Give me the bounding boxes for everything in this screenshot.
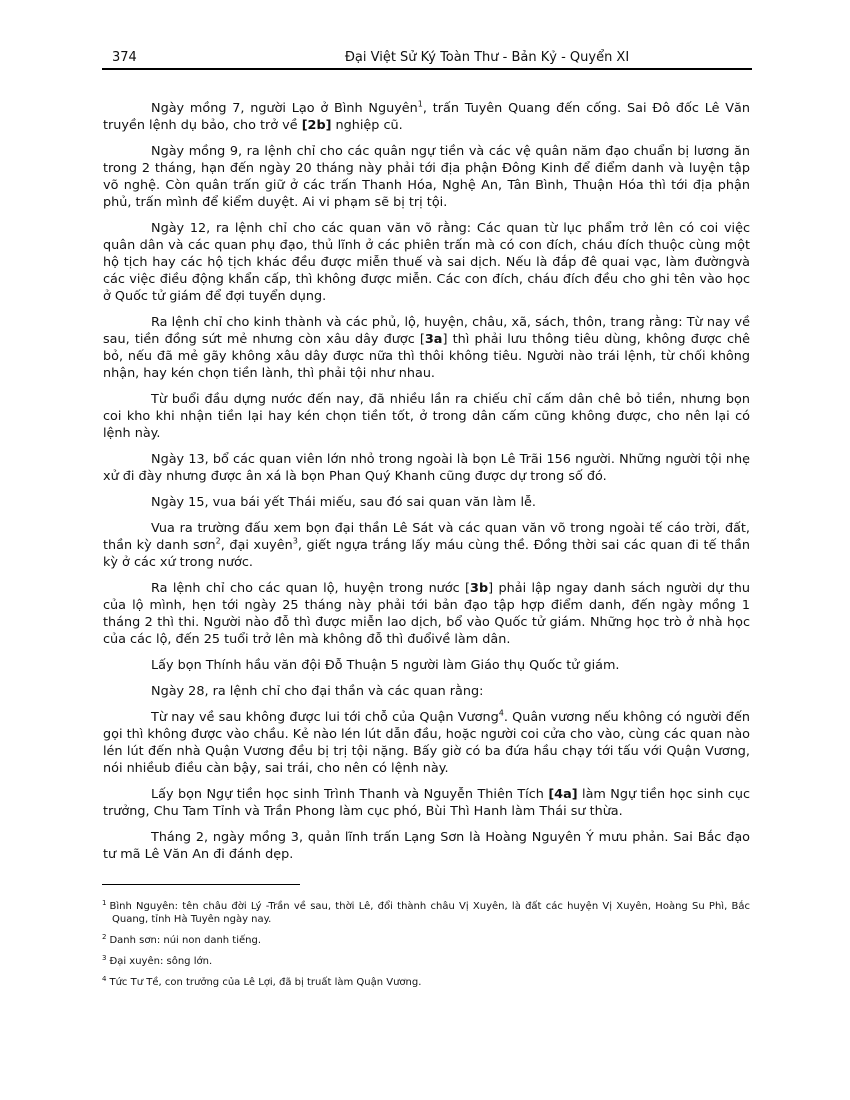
footnote — [102, 934, 750, 947]
footnote-text: Bình Nguyên: tên châu đời Lý -Trần về sau, thời Lê, đổi thành châu Vị Xuyên, là đất các huyện Vị Xuyên, Hoàng Su Phì, Bắc Quang, tỉnh Hà Tuyên ngày nay. — [109, 901, 750, 925]
paragraph: Ngày 12, ra lệnh chỉ cho các quan văn võ rằng: Các quan từ lục phẩm trở lên có coi việc quân dân và các quan phụ đạo, thủ lĩnh ở các phiên trấn mà có con đích, cháu đích thuộc cùng một hộ tịch hay các hộ tịch khác đều được miễn thuế và sai dịch. Nếu là đắp đê quai vạc, làm đườngvà các việc điều động khẩn cấp, thì không được miễn. Các con đích, cháu đích đều cho ghi tên vào học ở Quốc tử giám để đợi tuyển dụng. — [103, 221, 750, 304]
page-number: 374 — [112, 50, 137, 65]
footnote-text: Đại xuyên: sông lớn. — [109, 956, 213, 967]
paragraph: Ngày 15, vua bái yết Thái miếu, sau đó sai quan văn làm lễ. — [151, 495, 536, 510]
footnote-ref: 3 — [292, 536, 298, 546]
paragraph: Ra lệnh chỉ cho kinh thành và các phủ, lộ, huyện, châu, xã, sách, thôn, trang rằng: Từ nay về sau, tiền đồng sứt mẻ nhưng còn xâu dây được [3a] thì phải lưu thông tiêu dùng, không được chê bỏ, nếu đã mẻ gãy không xâu dây được nữa thì thôi không tiêu. Người nào trái lệnh, từ chối không nhận, hay kén chọn tiền lành, thì phải tội như nhau. — [103, 315, 750, 381]
footnote — [102, 900, 750, 926]
footnote-ref: 1 — [417, 99, 423, 109]
paragraph: Ra lệnh chỉ cho các quan lộ, huyện trong nước [3b] phải lập ngay danh sách người dự thu của lộ mình, hẹn tới ngày 25 tháng này phải tới bản đạo tập hợp điểm danh, đến ngày mồng 1 tháng 2 thì thi. Người nào đỗ thì được miễn lao dịch, bổ vào Quốc tử giám. Những học trò ở nhà học của các lộ, đến 25 tuổi trở lên mà không đỗ thì đuổivề làm dân. — [103, 581, 750, 647]
footnote-ref: 4 — [498, 708, 504, 718]
footnote-rule — [102, 884, 300, 885]
footnote-number: 1 — [102, 898, 107, 907]
page-marker: [4a] — [548, 787, 578, 802]
header-rule — [102, 68, 752, 70]
paragraph: Ngày mồng 7, người Lạo ở Bình Nguyên$^1$, trấn Tuyên Quang đến cống. Sai Đô đốc Lê Văn truyền lệnh dụ bảo, cho trở về [2b] nghiệp cũ. — [103, 99, 750, 133]
footnote — [102, 976, 750, 989]
paragraph: Từ nay về sau không được lui tới chỗ của Quận Vương$^4$. Quân vương nếu không có người đến gọi thì không được vào chầu. Kẻ nào lén lút dẫn đầu, hoặc người coi cửa cho vào, cùng các quan nào lén lút đến nhà Quận Vương đều bị trị tội nặng. Bấy giờ có ba đứa hầu chạy tới tấu với Quận Vương, nói nhiềub điều càn bậy, sai trái, cho nên có lệnh này. — [103, 708, 750, 776]
paragraph: Ngày mồng 9, ra lệnh chỉ cho các quân ngự tiền và các vệ quân năm đạo chuẩn bị lương ăn trong 2 tháng, hạn đến ngày 20 tháng này phải tới địa phận Đông Kinh để điểm danh và luyện tập võ nghệ. Còn quân trấn giữ ở các trấn Thanh Hóa, Nghệ An, Tân Bình, Thuận Hóa thì tới địa phận phủ, trấn mình để kiểm duyệt. Ai vi phạm sẽ bị trị tội. — [103, 144, 750, 210]
paragraph: Lấy bọn Thính hầu văn đội Đỗ Thuận 5 người làm Giáo thụ Quốc tử giám. — [151, 658, 620, 673]
paragraph: Từ buổi đầu dựng nước đến nay, đã nhiều lần ra chiếu chỉ cấm dân chê bỏ tiền, nhưng bọn coi kho khi nhận tiền lại hay kén chọn tiền tốt, ở trong dân cấm cũng không được, cho nên lại có lệnh này. — [103, 392, 750, 441]
footnote-number: 2 — [102, 932, 107, 941]
footnote-number: 4 — [102, 974, 107, 983]
footnote-text: Tức Tư Tề, con trưởng của Lê Lợi, đã bị truất làm Quận Vương. — [109, 977, 422, 988]
paragraph: Tháng 2, ngày mồng 3, quản lĩnh trấn Lạng Sơn là Hoàng Nguyên Ý mưu phản. Sai Bắc đạo tư mã Lê Văn An đi đánh dẹp. — [103, 830, 750, 862]
page-marker: 3a — [424, 332, 443, 347]
running-title: Đại Việt Sử Ký Toàn Thư - Bản Kỷ - Quyển XI — [344, 50, 630, 65]
paragraph: Lấy bọn Ngự tiền học sinh Trình Thanh và Nguyễn Thiên Tích [4a] làm Ngự tiền học sinh cục trưởng, Chu Tam Tỉnh và Trần Phong làm cục phó, Bùi Thì Hanh làm Thái sư thừa. — [103, 787, 751, 819]
page-header — [102, 50, 752, 68]
footnote-ref: 2 — [215, 536, 221, 546]
paragraph: Vua ra trường đấu xem bọn đại thần Lê Sát và các quan văn võ trong ngoài tế cáo trời, đất, thần kỳ danh sơn$^2$, đại xuyên$^3$, giết ngựa trắng lấy máu cùng thề. Đồng thời sai các quan đi tế thần kỳ ở các xứ trong nước. — [103, 521, 751, 570]
page-marker: 3b — [470, 581, 489, 596]
page-marker: [2b] — [301, 118, 332, 133]
footnote-text: Danh sơn: núi non danh tiếng. — [109, 935, 262, 946]
footnotes — [102, 900, 750, 997]
paragraph: Ngày 28, ra lệnh chỉ cho đại thần và các quan rằng: — [151, 684, 484, 699]
body-text — [103, 100, 750, 872]
paragraph: Ngày 13, bổ các quan viên lớn nhỏ trong ngoài là bọn Lê Trãi 156 người. Những người tội nhẹ xử đi đày nhưng được ân xá là bọn Phan Quý Khanh cũng được dự trong số đó. — [103, 452, 750, 484]
footnote-number: 3 — [102, 953, 107, 962]
footnote — [102, 955, 750, 968]
